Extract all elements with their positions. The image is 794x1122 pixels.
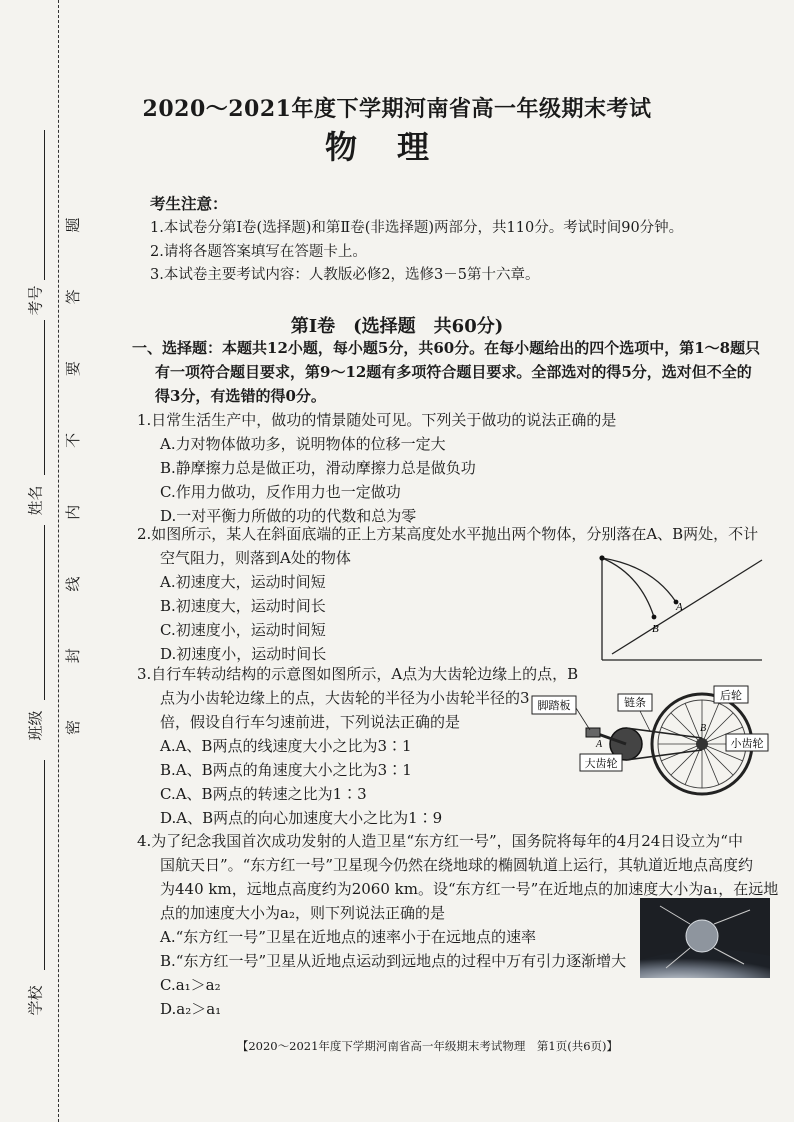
section-intro-line-2: 有一项符合题目要求，第9～12题有多项符合题目要求。全部选对的得5分，选对但不全的: [155, 363, 752, 381]
q3-stem-line-3: 倍，假设自行车匀速前进，下列说法正确的是: [160, 713, 461, 731]
subject-title: 物理: [324, 128, 469, 166]
class-label: 班级: [26, 710, 45, 741]
q2-stem-line-2: 空气阻力，则落到A处的物体: [160, 549, 351, 567]
page-footer: 【2020～2021年度下学期河南省高一年级期末考试物理 第1页(共6页)】: [236, 1039, 618, 1053]
q2-stem-line-1: 2.如图所示，某人在斜面底端的正上方某高度处水平抛出两个物体，分别落在A、B两处，不计: [137, 525, 759, 543]
chain-label: 链条: [624, 696, 646, 709]
q4-option-b: B.“东方红一号”卫星从近地点运动到远地点的过程中万有引力逐渐增大: [160, 952, 627, 970]
q3-point-a-label: A: [596, 739, 603, 750]
projectile-incline-figure: [590, 552, 765, 664]
school-underline: [44, 760, 45, 970]
exam-number-label: 考号: [26, 285, 45, 316]
q2-option-a: A.初速度大，运动时间短: [160, 573, 326, 591]
q1-option-d: D.一对平衡力所做的功的代数和总为零: [160, 507, 417, 525]
notice-item-1: 1.本试卷分第Ⅰ卷(选择题)和第Ⅱ卷(非选择题)两部分，共110分。考试时间90分钟。: [150, 220, 684, 236]
name-label: 姓名: [26, 485, 45, 516]
q3-point-b-label: B: [700, 723, 707, 734]
section-intro-line-3: 得3分，有选错的得0分。: [155, 387, 326, 405]
q2-option-d: D.初速度小，运动时间长: [160, 645, 327, 663]
q4-option-d: D.a₂＞a₁: [160, 1000, 222, 1018]
q1-stem: 1.日常生活生产中，做功的情景随处可见。下列关于做功的说法正确的是: [137, 411, 617, 429]
pedal-label: 脚踏板: [537, 699, 571, 712]
binding-line: [58, 0, 59, 1122]
satellite-photo: [640, 898, 770, 978]
notice-heading: 考生注意：: [150, 194, 228, 213]
q4-stem-line-1: 4.为了纪念我国首次成功发射的人造卫星“东方红一号”，国务院将每年的4月24日设立为“中: [137, 832, 743, 850]
rear-wheel-label: 后轮: [720, 689, 742, 702]
q3-stem-line-1: 3.自行车转动结构的示意图如图所示，A点为大齿轮边缘上的点，B: [137, 665, 579, 683]
name-underline: [44, 320, 45, 475]
q3-option-a: A.A、B两点的线速度大小之比为3∶1: [160, 737, 412, 755]
small-gear-label: 小齿轮: [730, 737, 764, 750]
notice-item-2: 2.请将各题答案填写在答题卡上。: [150, 244, 367, 260]
q2-option-b: B.初速度大，运动时间长: [160, 597, 326, 615]
q1-option-a: A.力对物体做功多，说明物体的位移一定大: [160, 435, 446, 453]
big-gear-label: 大齿轮: [584, 757, 618, 770]
q4-option-c: C.a₁＞a₂: [160, 976, 221, 994]
seal-warning: 密 封 线 内 不 要 答 题: [64, 191, 82, 735]
q3-option-b: B.A、B两点的角速度大小之比为3∶1: [160, 761, 412, 779]
q3-stem-line-2: 点为小齿轮边缘上的点，大齿轮的半径为小齿轮半径的3: [160, 689, 530, 707]
q3-option-d: D.A、B两点的向心加速度大小之比为1∶9: [160, 809, 443, 827]
q1-option-c: C.作用力做功，反作用力也一定做功: [160, 483, 401, 501]
section-title: 第Ⅰ卷 (选择题 共60分): [290, 316, 504, 337]
q4-stem-line-3: 为440 km，远地点高度约为2060 km。设“东方红一号”在近地点的加速度大小为a₁，在远地: [160, 880, 779, 898]
q2-point-a-label: A: [676, 601, 683, 613]
notice-item-3: 3.本试卷主要考试内容：人教版必修2，选修3－5第十六章。: [150, 267, 540, 283]
section-intro-line-1: 一、选择题：本题共12小题，每小题5分，共60分。在每小题给出的四个选项中，第1～8题只: [132, 339, 761, 357]
q3-option-c: C.A、B两点的转速之比为1∶3: [160, 785, 367, 803]
school-label: 学校: [26, 985, 45, 1016]
exam-title: 2020～2021年度下学期河南省高一年级期末考试: [142, 96, 652, 122]
class-underline: [44, 525, 45, 700]
q4-stem-line-2: 国航天日”。“东方红一号”卫星现今仍然在绕地球的椭圆轨道上运行，其轨道近地点高度约: [160, 856, 754, 874]
q4-stem-line-4: 点的加速度大小为a₂，则下列说法正确的是: [160, 904, 445, 922]
q4-option-a: A.“东方红一号”卫星在近地点的速率小于在远地点的速率: [160, 928, 536, 946]
q1-option-b: B.静摩擦力总是做正功，滑动摩擦力总是做负功: [160, 459, 476, 477]
q2-point-b-label: B: [652, 623, 659, 635]
bicycle-gear-figure: [530, 684, 770, 809]
q2-option-c: C.初速度小，运动时间短: [160, 621, 326, 639]
